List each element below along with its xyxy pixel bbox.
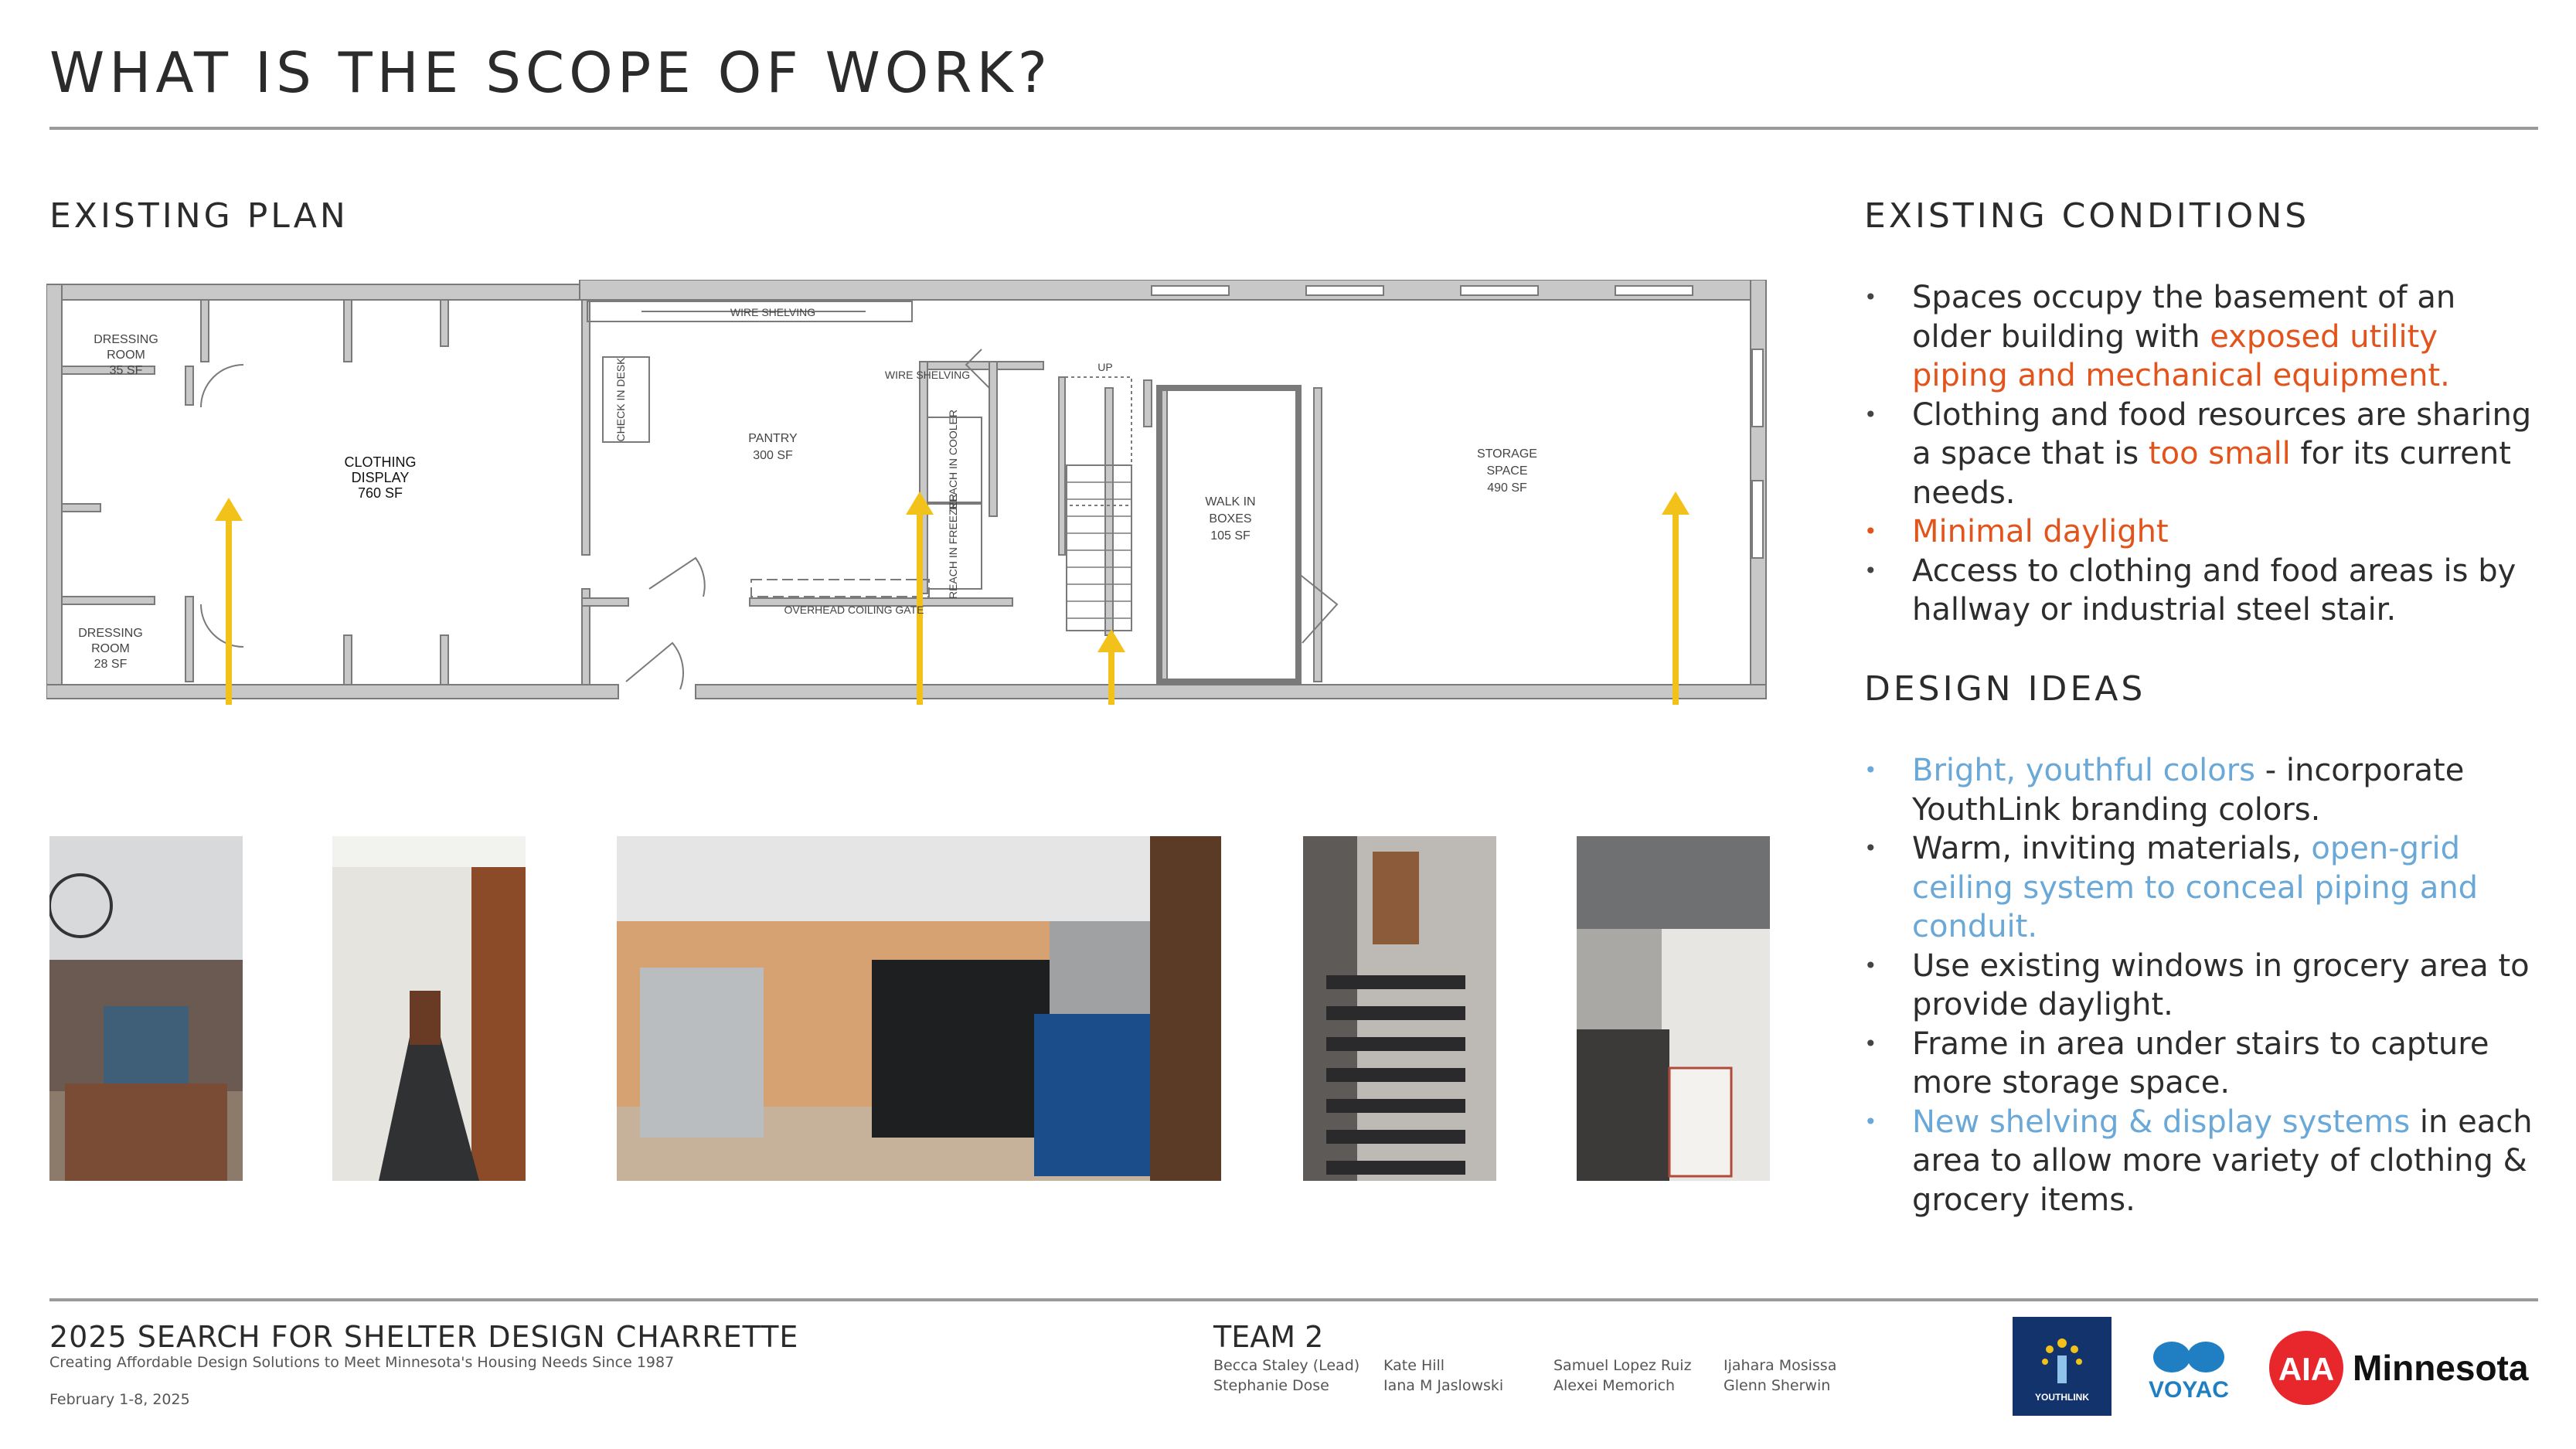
aia-wordmark: Minnesota xyxy=(2353,1348,2529,1388)
footer-divider xyxy=(49,1298,2538,1301)
plan-label: 490 SF xyxy=(1487,481,1527,495)
voyac-wordmark: VOYAC xyxy=(2149,1377,2229,1403)
page-title: WHAT IS THE SCOPE OF WORK? xyxy=(49,40,1052,105)
photo-hallway xyxy=(332,836,526,1181)
plan-label: UP xyxy=(1097,361,1113,373)
team-heading: TEAM 2 xyxy=(1213,1320,1324,1354)
plan-label: PANTRY xyxy=(748,432,798,445)
bullet-highlight: Bright, youthful colors xyxy=(1912,753,2255,788)
photo-storage xyxy=(1577,836,1770,1181)
aia-mark: AIA xyxy=(2278,1351,2335,1387)
aia-minnesota-logo xyxy=(2268,1326,2546,1411)
plan-label: CHECK IN DESK xyxy=(614,357,627,442)
bullet-text: in each area to allow more variety of clothing & grocery items. xyxy=(1912,1104,2533,1218)
plan-label: 300 SF xyxy=(753,449,793,462)
youthlink-logo xyxy=(2013,1317,2112,1416)
plan-label: SPACE xyxy=(1486,464,1528,478)
team-member: Becca Staley (Lead) xyxy=(1213,1357,1360,1374)
voyac-logo xyxy=(2146,1329,2232,1406)
bullet-text: Spaces occupy the basement of an older building with xyxy=(1912,280,2456,355)
plan-label: REACH IN COOLER xyxy=(947,410,959,510)
bullet-item xyxy=(1861,1025,2541,1103)
bullet-highlight: Minimal daylight xyxy=(1912,514,2169,549)
bullet-marker: • xyxy=(1864,1108,1877,1134)
youthlink-wordmark: YOUTHLINK xyxy=(2035,1392,2089,1403)
bullet-marker: • xyxy=(1864,835,1877,861)
bullet-item xyxy=(1861,1103,2541,1220)
bullet-text: for its current needs. xyxy=(1912,436,2511,511)
team-member: Alexei Memorich xyxy=(1553,1377,1676,1394)
event-title: 2025 SEARCH FOR SHELTER DESIGN CHARRETTE xyxy=(49,1320,799,1354)
plan-label: WALK IN xyxy=(1205,495,1256,509)
bullet-marker: • xyxy=(1864,519,1877,544)
bullet-text: Use existing windows in grocery area to provide daylight. xyxy=(1912,947,2530,1022)
title-divider xyxy=(49,127,2538,130)
plan-label: DRESSING xyxy=(94,333,158,346)
design-ideas-list xyxy=(1861,751,2541,1219)
bullet-text: Frame in area under stairs to capture more storage space. xyxy=(1912,1026,2489,1100)
team-member: Ijahara Mosissa xyxy=(1724,1357,1837,1374)
team-member: Glenn Sherwin xyxy=(1724,1377,1831,1394)
bullet-item xyxy=(1861,829,2541,947)
plan-label: 35 SF xyxy=(109,364,143,377)
bullet-highlight: too small xyxy=(2148,436,2291,471)
plan-label: CLOTHING xyxy=(344,454,417,470)
bullet-item xyxy=(1861,552,2541,630)
bullet-text: - incorporate YouthLink branding colors. xyxy=(1912,753,2465,828)
bullet-item xyxy=(1861,278,2541,396)
plan-label: WIRE SHELVING xyxy=(730,306,816,318)
team-member: Kate Hill xyxy=(1383,1357,1445,1374)
bullet-item xyxy=(1861,396,2541,513)
bullet-marker: • xyxy=(1864,557,1877,583)
plan-label: ROOM xyxy=(91,642,130,655)
plan-label: REACH IN FREEZER xyxy=(947,493,959,600)
existing-conditions-list xyxy=(1861,278,2541,630)
photo-stair xyxy=(1303,836,1496,1181)
plan-label: BOXES xyxy=(1209,512,1252,526)
plan-label: 28 SF xyxy=(94,658,128,671)
bullet-marker: • xyxy=(1864,401,1877,427)
plan-label: ROOM xyxy=(107,349,145,362)
existing-plan-heading: EXISTING PLAN xyxy=(49,196,349,236)
bullet-marker: • xyxy=(1864,284,1877,310)
bullet-highlight: exposed utility piping and mechanical equipment. xyxy=(1912,318,2450,393)
team-member: Iana M Jaslowski xyxy=(1383,1377,1504,1394)
plan-label: OVERHEAD COILING GATE xyxy=(784,604,924,616)
bullet-text: Access to clothing and food areas is by hallway or industrial steel stair. xyxy=(1912,553,2516,628)
team-member: Samuel Lopez Ruiz xyxy=(1553,1357,1692,1374)
bullet-item xyxy=(1861,751,2541,829)
plan-label: DRESSING xyxy=(78,627,143,640)
bullet-text: Warm, inviting materials, xyxy=(1912,831,2312,866)
photo-clothing-area xyxy=(49,836,243,1181)
design-ideas-heading: DESIGN IDEAS xyxy=(1864,669,2146,709)
existing-conditions-heading: EXISTING CONDITIONS xyxy=(1864,196,2310,236)
floor-plan xyxy=(46,280,1775,705)
bullet-highlight: New shelving & display systems xyxy=(1912,1104,2411,1140)
plan-label: STORAGE xyxy=(1477,447,1537,461)
plan-label: DISPLAY xyxy=(351,470,410,485)
event-subtitle: Creating Affordable Design Solutions to Meet Minnesota's Housing Needs Since 1987 xyxy=(49,1354,675,1371)
bullet-text: Clothing and food resources are sharing a space that is xyxy=(1912,396,2532,471)
photo-pantry xyxy=(617,836,1221,1181)
bullet-marker: • xyxy=(1864,757,1877,783)
plan-label: WIRE SHELVING xyxy=(884,369,971,381)
team-member: Stephanie Dose xyxy=(1213,1377,1329,1394)
bullet-marker: • xyxy=(1864,1030,1877,1056)
bullet-item xyxy=(1861,512,2541,552)
bullet-highlight: open-grid ceiling system to conceal piping and conduit. xyxy=(1912,831,2479,944)
event-date: February 1-8, 2025 xyxy=(49,1391,190,1408)
plan-label: 105 SF xyxy=(1210,529,1251,543)
bullet-item xyxy=(1861,947,2541,1025)
bullet-marker: • xyxy=(1864,952,1877,978)
plan-label: 760 SF xyxy=(357,485,403,501)
